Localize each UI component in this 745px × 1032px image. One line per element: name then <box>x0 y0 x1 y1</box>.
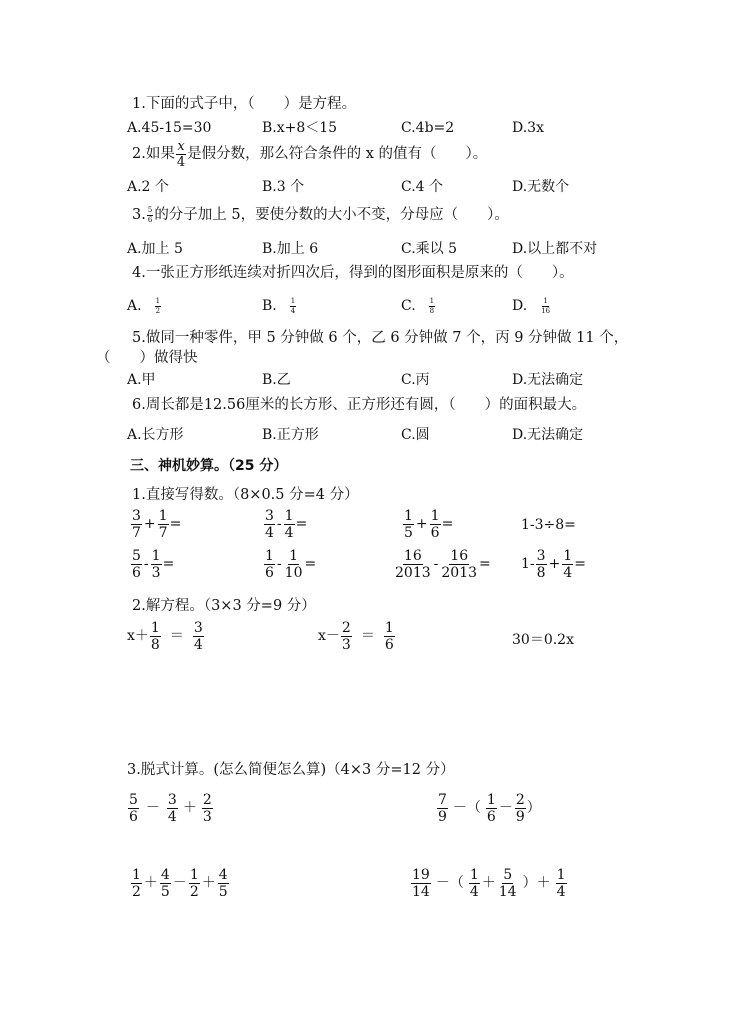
q5-option-a: A.甲 <box>127 372 156 388</box>
q1-option-a: A.45-15=30 <box>127 120 212 136</box>
q3-option-a: A.加上 5 <box>127 241 183 257</box>
q3-option-c: C.乘以 5 <box>401 241 458 257</box>
q2-option-b: B.3 个 <box>262 179 305 195</box>
question-2 <box>132 140 487 169</box>
q3-option-d: D.以上都不对 <box>512 241 598 257</box>
section-heading: 三、神机妙算。（25 分） <box>130 458 288 474</box>
question-5-line-1: 5.做同一种零件，甲 5 分钟做 6 个，乙 6 分钟做 7 个，丙 9 分钟做 11 个， <box>132 330 629 346</box>
q2-prefix: 2.如果 <box>132 145 175 162</box>
equation-2: x－ $\frac{2}{3}$ ＝ $\frac{1}{6}$ <box>318 620 394 653</box>
q6-option-d: D.无法确定 <box>512 427 584 443</box>
calc-2: $\frac{7}{9}$ －（ $\frac{1}{6}$ － $\frac{2}{9}$ ） <box>438 792 541 825</box>
q6-option-c: C.圆 <box>401 427 430 443</box>
q6-option-b: B.正方形 <box>262 427 319 443</box>
q2-option-a: A.2 个 <box>127 179 169 195</box>
q1-option-c: C.4b=2 <box>401 120 455 136</box>
q4-option-a: A. $\frac{1}{2}$ <box>127 297 161 315</box>
mental-calc-7: $\frac{16}{2013}$ - $\frac{16}{2013}$ = <box>395 548 491 581</box>
mental-calc-6: $\frac{1}{6}$ - $\frac{1}{10}$ = <box>265 548 317 581</box>
mental-calc-1: $\frac{3}{7}$ + $\frac{1}{7}$ = <box>132 508 182 541</box>
calc-4: $\frac{19}{14}$ －（ $\frac{1}{4}$ ＋ $\frac{5}{14}$ ）＋ $\frac{1}{4}$ <box>412 867 566 900</box>
equation-3: 30＝0.2x <box>512 632 574 648</box>
q3-fraction: $\frac{5}{6}$ <box>147 206 153 224</box>
question-1: 1.下面的式子中，（ ）是方程。 <box>132 96 357 112</box>
part-1-title: 1.直接写得数。（8×0.5 分=4 分） <box>132 487 359 503</box>
q2-option-c: C.4 个 <box>401 179 444 195</box>
q2-suffix: 是假分数，那么符合条件的 x 的值有（ ）。 <box>187 145 488 162</box>
q6-option-a: A.长方形 <box>127 427 184 443</box>
q3-option-b: B.加上 6 <box>262 241 319 257</box>
question-5-line-2: （ ）做得快 <box>96 350 198 366</box>
q5-option-b: B.乙 <box>262 372 291 388</box>
q1-option-d: D.3x <box>512 120 544 136</box>
mental-calc-2: $\frac{3}{4}$ - $\frac{1}{4}$ = <box>265 508 308 541</box>
q3-suffix: 的分子加上 5，要使分数的大小不变，分母应（ ）。 <box>154 206 509 223</box>
part-3-title: 3.脱式计算。(怎么简便怎么算)（4×3 分=12 分） <box>127 762 455 778</box>
q4-option-d: D. $\frac{1}{16}$ <box>512 297 551 315</box>
question-6: 6.周长都是12.56厘米的长方形、正方形还有圆，（ ）的面积最大。 <box>132 397 587 413</box>
q4-option-b: B. $\frac{1}{4}$ <box>262 297 296 315</box>
mental-calc-5: $\frac{5}{6}$ - $\frac{1}{3}$ = <box>132 548 175 581</box>
q1-option-b: B.x+8＜15 <box>262 120 338 136</box>
part-2-title: 2.解方程。（3×3 分=9 分） <box>132 598 316 614</box>
q2-fraction: $\frac{x}{4}$ <box>176 139 186 170</box>
question-4: 4.一张正方形纸连续对折四次后，得到的图形面积是原来的（ ）。 <box>132 265 574 281</box>
q2-option-d: D.无数个 <box>512 179 570 195</box>
calc-1: $\frac{5}{6}$ － $\frac{3}{4}$ ＋ $\frac{2}{3}$ <box>129 792 212 825</box>
question-3 <box>132 207 509 224</box>
q5-option-c: C.丙 <box>401 372 430 388</box>
mental-calc-4: 1-3÷8= <box>521 517 576 533</box>
calc-3: $\frac{1}{2}$ ＋ $\frac{4}{5}$ － $\frac{1}{2}$ ＋ $\frac{4}{5}$ <box>132 867 228 900</box>
q4-option-c: C. $\frac{1}{8}$ <box>401 297 435 315</box>
mental-calc-8: 1- $\frac{3}{8}$ + $\frac{1}{4}$ = <box>521 548 586 581</box>
mental-calc-3: $\frac{1}{5}$ + $\frac{1}{6}$ = <box>404 508 454 541</box>
q5-option-d: D.无法确定 <box>512 372 584 388</box>
equation-1: x＋ $\frac{1}{8}$ ＝ $\frac{3}{4}$ <box>127 620 203 653</box>
q3-prefix: 3. <box>132 206 146 223</box>
